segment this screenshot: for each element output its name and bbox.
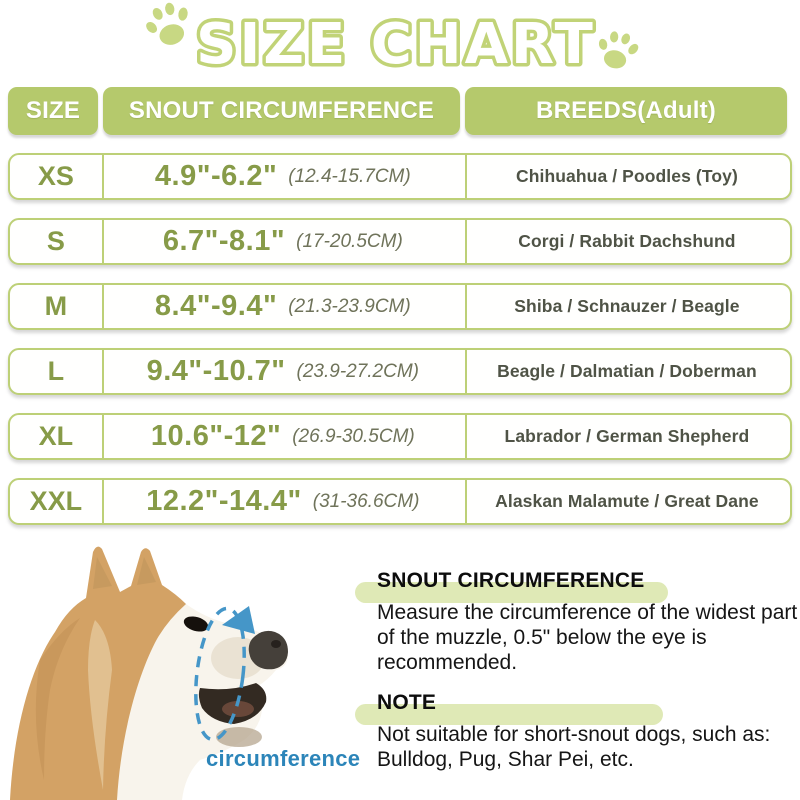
dog-nose xyxy=(249,631,288,669)
inches-value: 6.7"-8.1" xyxy=(162,225,286,257)
column-divider xyxy=(465,285,467,328)
column-divider xyxy=(102,155,104,198)
column-divider xyxy=(102,480,104,523)
size-table-header xyxy=(8,87,792,135)
inches-value: 10.6"-12" xyxy=(150,420,282,452)
cm-value: (31-36.6CM) xyxy=(312,490,420,512)
size-cell: M xyxy=(44,291,68,321)
inches-value: 8.4"-9.4" xyxy=(154,290,278,322)
table-row xyxy=(8,478,792,525)
table-row xyxy=(8,153,792,200)
inches-value: 12.2"-14.4" xyxy=(146,485,302,517)
column-divider xyxy=(465,220,467,263)
cm-value: (17-20.5CM) xyxy=(296,230,403,252)
column-divider xyxy=(465,350,467,393)
header-breeds: BREEDS(Adult) xyxy=(465,87,787,135)
breeds-cell: Beagle / Dalmatian / Doberman xyxy=(497,361,757,381)
measurement-cell xyxy=(102,485,464,518)
size-cell: S xyxy=(46,226,65,256)
note-info-section xyxy=(355,691,800,772)
page-title-art xyxy=(0,0,800,92)
column-divider xyxy=(465,415,467,458)
measure-body: Measure the circumference of the widest part of the muzzle, 0.5" below the eye is recommended. xyxy=(377,601,798,674)
dog-nostril xyxy=(271,640,281,648)
measure-heading: SNOUT CIRCUMFERENCE xyxy=(377,569,645,592)
measurement-cell xyxy=(102,355,464,388)
column-divider xyxy=(102,350,104,393)
cm-value: (26.9-30.5CM) xyxy=(292,425,415,447)
size-cell: XS xyxy=(37,161,74,191)
cm-value: (23.9-27.2CM) xyxy=(296,360,420,382)
size-table-body xyxy=(8,153,792,525)
size-table xyxy=(8,87,792,525)
measurement-cell xyxy=(102,225,464,258)
column-divider xyxy=(102,220,104,263)
breeds-cell: Labrador / German Shepherd xyxy=(504,426,750,446)
column-divider xyxy=(465,480,467,523)
breeds-cell: Chihuahua / Poodles (Toy) xyxy=(515,166,738,186)
header-size: SIZE xyxy=(8,87,98,135)
cm-value: (12.4-15.7CM) xyxy=(288,165,411,187)
measure-info-section xyxy=(355,569,800,675)
measurement-cell xyxy=(102,160,464,193)
table-row xyxy=(8,413,792,460)
inches-value: 9.4"-10.7" xyxy=(146,355,286,387)
size-cell: XL xyxy=(38,421,74,451)
note-heading: NOTE xyxy=(377,691,437,714)
column-divider xyxy=(465,155,467,198)
size-cell: XXL xyxy=(29,486,83,516)
breeds-cell: Corgi / Rabbit Dachshund xyxy=(518,231,736,251)
column-divider xyxy=(102,415,104,458)
table-row xyxy=(8,283,792,330)
measurement-cell xyxy=(102,420,464,453)
inches-value: 4.9"-6.2" xyxy=(154,160,278,192)
column-divider xyxy=(102,285,104,328)
measurement-cell xyxy=(102,290,464,323)
note-body: Not suitable for short-snout dogs, such as: Bulldog, Pug, Shar Pei, etc. xyxy=(377,723,771,771)
header-snout: SNOUT CIRCUMFERENCE xyxy=(103,87,460,135)
title-area xyxy=(0,0,800,92)
circumference-label: circumference xyxy=(206,746,361,771)
breeds-cell: Alaskan Malamute / Great Dane xyxy=(495,491,759,511)
table-row xyxy=(8,218,792,265)
table-row xyxy=(8,348,792,395)
breeds-cell: Shiba / Schnauzer / Beagle xyxy=(514,296,740,316)
dog-chin-shade xyxy=(216,727,262,747)
cm-value: (21.3-23.9CM) xyxy=(288,295,411,317)
page-title: SIZE CHART xyxy=(196,12,596,77)
size-cell: L xyxy=(47,356,65,386)
